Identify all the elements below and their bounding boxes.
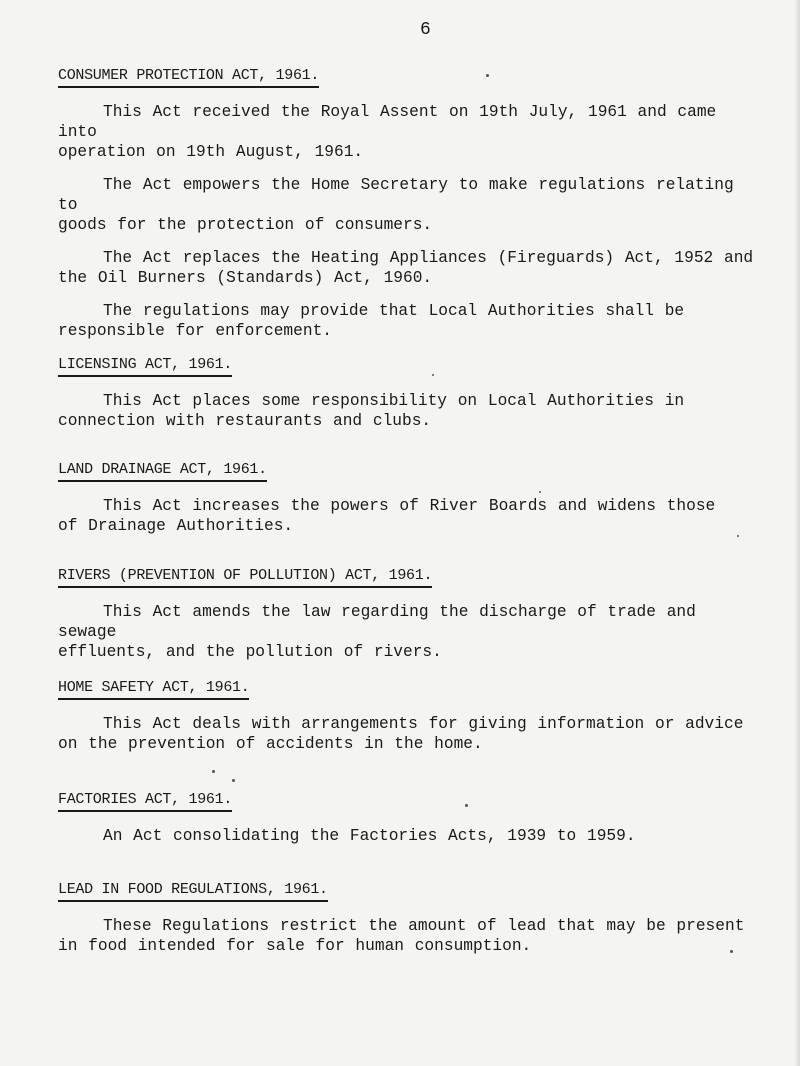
section-heading: HOME SAFETY ACT, 1961. bbox=[58, 679, 249, 700]
section-heading: FACTORIES ACT, 1961. bbox=[58, 791, 232, 812]
scan-speck bbox=[486, 74, 489, 77]
paragraph: An Act consolidating the Factories Acts, 1939 to 1959. bbox=[103, 827, 636, 845]
section-heading: LEAD IN FOOD REGULATIONS, 1961. bbox=[58, 881, 328, 902]
scan-speck bbox=[539, 491, 541, 493]
scan-speck bbox=[737, 535, 739, 537]
scan-speck bbox=[730, 950, 733, 953]
paragraph: The regulations may provide that Local Authorities shall be responsible for enforcement. bbox=[58, 302, 685, 340]
scan-speck bbox=[212, 770, 215, 773]
section-heading: CONSUMER PROTECTION ACT, 1961. bbox=[58, 67, 319, 88]
paragraph: The Act empowers the Home Secretary to make regulations relating to goods for the protection of consumers. bbox=[58, 176, 734, 234]
section-rivers-pollution-act bbox=[58, 566, 758, 662]
section-lead-in-food-regulations bbox=[58, 880, 758, 956]
paragraph: This Act deals with arrangements for giving information or advice on the prevention of accidents in the home. bbox=[58, 715, 744, 753]
page-edge-shadow bbox=[794, 0, 800, 1066]
section-licensing-act bbox=[58, 355, 758, 431]
section-factories-act bbox=[58, 790, 758, 846]
paragraph: The Act replaces the Heating Appliances (Fireguards) Act, 1952 and the Oil Burners (Standards) Act, 1960. bbox=[58, 249, 754, 287]
section-heading: LICENSING ACT, 1961. bbox=[58, 356, 232, 377]
section-heading: LAND DRAINAGE ACT, 1961. bbox=[58, 461, 267, 482]
paragraph: This Act amends the law regarding the discharge of trade and sewage effluents, and the pollution of rivers. bbox=[58, 603, 696, 661]
paragraph: These Regulations restrict the amount of lead that may be present in food intended for sale for human consumption. bbox=[58, 917, 745, 955]
section-land-drainage-act bbox=[58, 460, 758, 536]
section-heading: RIVERS (PREVENTION OF POLLUTION) ACT, 1961. bbox=[58, 567, 432, 588]
paragraph: This Act received the Royal Assent on 19th July, 1961 and came into operation on 19th August, 1961. bbox=[58, 103, 717, 161]
scan-speck bbox=[432, 374, 434, 376]
paragraph: This Act places some responsibility on Local Authorities in connection with restaurants and clubs. bbox=[58, 392, 685, 430]
scan-speck bbox=[465, 804, 468, 807]
paragraph: This Act increases the powers of River Boards and widens those of Drainage Authorities. bbox=[58, 497, 716, 535]
section-home-safety-act bbox=[58, 678, 758, 754]
section-consumer-protection-act bbox=[58, 66, 758, 341]
scan-speck bbox=[232, 779, 235, 782]
page-number: 6 bbox=[420, 20, 431, 40]
